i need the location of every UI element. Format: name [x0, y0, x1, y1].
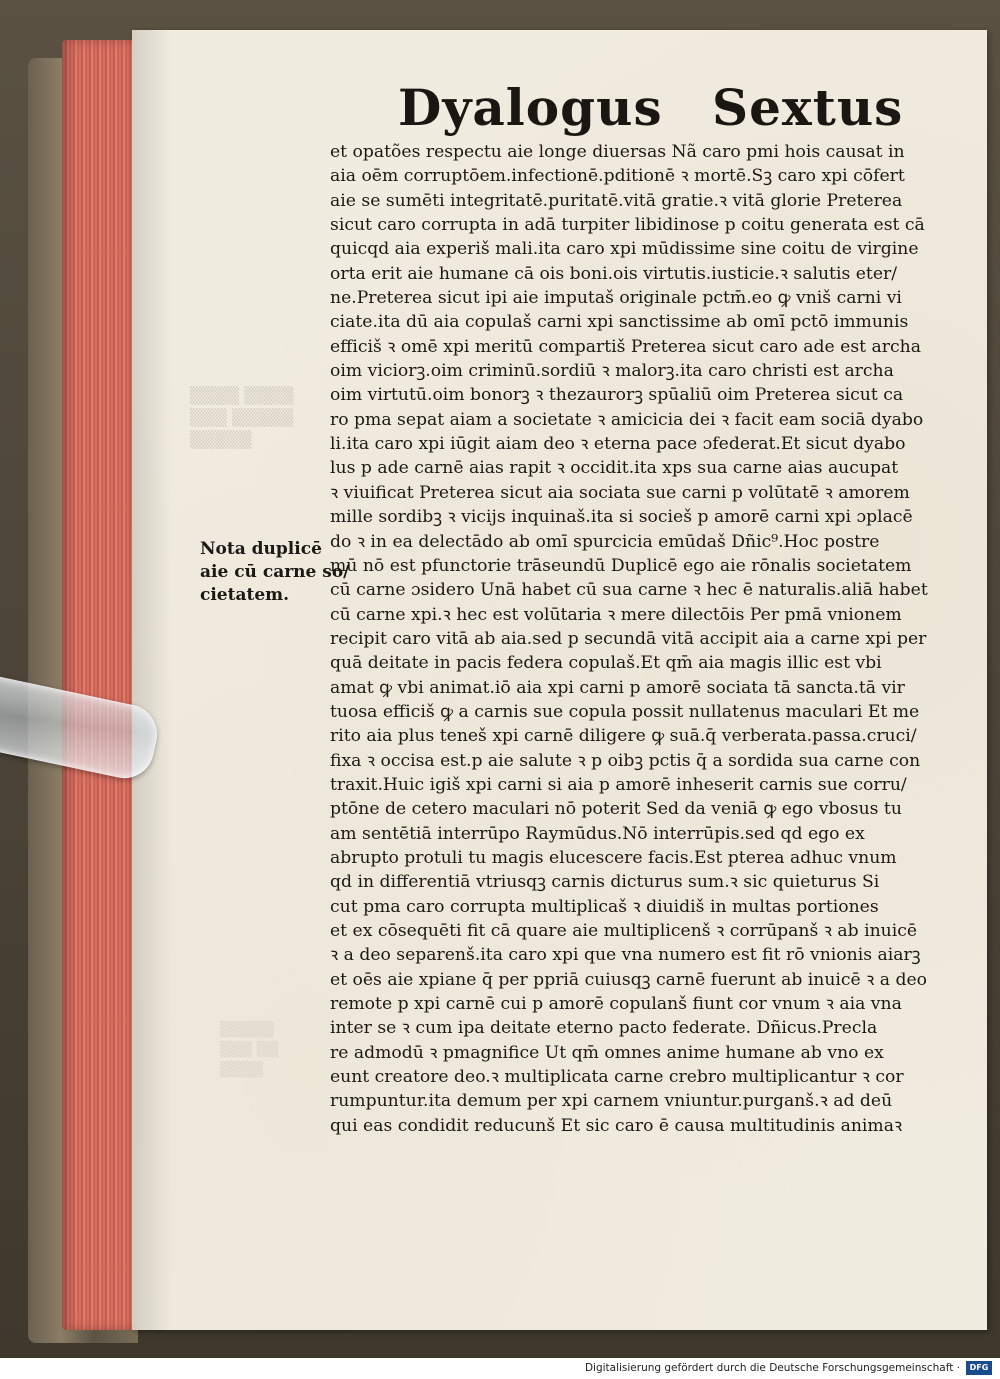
text-line: ciate.ita dū aia copulaš carni xpi sanctissime ab omī pctō immunis [330, 312, 909, 333]
bleed-through-text: ▒▒▒▒ ▒▒▒▒ ▒▒▒ ▒▒▒▒▒ ▒▒▒▒▒ [190, 386, 294, 449]
text-line: lus p ade carnē aias rapit ꝛ occidit.ita xps sua carne aias aucupat [330, 458, 899, 479]
text-line: do ꝛ in ea delectādo ab omī spurcicia emūdaš Dñic⁹.Hoc postre [330, 531, 880, 552]
text-line: ro pma sepat aiam a societate ꝛ amicicia dei ꝛ facit eam sociā dyabo [330, 409, 924, 430]
text-line: ptōne de cetero maculari nō poterit Sed da veniā ꝙ ego vbosus tu [330, 799, 902, 820]
text-line: am sentētiā interrūpo Raymūdus.Nō interrūpis.sed qd ego ex [330, 823, 865, 844]
text-line: quā deitate in pacis federa copulaš.Et qm̄ aia magis illic est vbi [330, 653, 882, 674]
text-line: li.ita caro xpi iūgit aiam deo ꝛ eterna pace ɔfederat.Et sicut dyabo [330, 434, 906, 455]
marginal-note-line: cietatem. [200, 585, 290, 605]
text-line: cut pma caro corrupta multiplicaš ꝛ diuidiš in multas portiones [330, 896, 879, 917]
text-line: traxit.Huic igiš xpi carni si aia p amorē inheserit carnis sue corru/ [330, 774, 907, 795]
text-line: inter se ꝛ cum ipa deitate eterno pacto federate. Dñicus.Precla [330, 1018, 878, 1039]
marginal-note-line: Nota duplicē [200, 539, 322, 559]
text-line: mū nō est pfunctorie trāseundū Duplicē ego aie rōnalis societatem [330, 555, 912, 576]
text-line: quicqd aia experiš mali.ita caro xpi mūdissime sine coitu de virgine [330, 239, 919, 260]
text-line: oim viciorꝫ.oim criminū.sordiū ꝛ malorꝫ.ita caro christi est archa [330, 361, 894, 382]
text-line: aia oēm corruptōem.infectionē.pditionē ꝛ mortē.Sꝫ caro xpi cōfert [330, 166, 905, 187]
text-line: efficiš ꝛ omē xpi meritū compartiš Preterea sicut caro ade est archa [330, 336, 921, 357]
text-line: mille sordibꝫ ꝛ vicijs inquinaš.ita si socieš p amorē carni xpi ɔplacē [330, 507, 913, 528]
text-line: sicut caro corrupta in adā turpiter libidinose p coitu generata est cā [330, 215, 925, 236]
text-line: tuosa efficiš ꝙ a carnis sue copula possit nullatenus maculari Et me [330, 701, 920, 722]
red-page-edges [62, 40, 140, 1330]
text-line: aie se sumēti integritatē.puritatē.vitā gratie.ꝛ vitā glorie Preterea [330, 190, 903, 211]
text-line: re admodū ꝛ pmagnifice Ut qm̄ omnes anime humane ab vno ex [330, 1042, 884, 1063]
text-line: oim virtutū.oim bonorꝫ ꝛ thezaurorꝫ spūaliū oim Preterea sicut ca [330, 385, 904, 406]
text-line: recipit caro vitā ab aia.sed p secundā vitā accipit aia a carne xpi per [330, 628, 927, 649]
text-line: cū carne xpi.ꝛ hec est volūtaria ꝛ mere dilectōis Per pmā vnionem [330, 604, 902, 625]
dfg-logo: DFG [966, 1361, 992, 1375]
text-line: et oēs aie xpiane q̄ per ppriā cuiusqꝫ carnē fuerunt ab inuicē ꝛ a deo [330, 969, 928, 990]
text-line: ꝛ viuificat Preterea sicut aia sociata sue carni p volūtatē ꝛ amorem [330, 482, 910, 503]
text-line: ne.Preterea sicut ipi aie imputaš originale pctm̄.eo ꝙ vniš carni vi [330, 288, 902, 309]
text-line: rumpuntur.ita demum per xpi carnem vniuntur.purganš.ꝛ ad deū [330, 1091, 893, 1112]
text-line: eunt creatore deo.ꝛ multiplicata carne crebro multiplicantur ꝛ cor [330, 1067, 904, 1088]
text-line: rito aia plus teneš xpi carnē diligere ꝙ suā.q̄ verberata.passa.cruci/ [330, 726, 917, 747]
running-head-left: Dyalogus [398, 78, 663, 137]
marginal-note-line: aie cū carne so/ [200, 562, 350, 582]
text-line: cū carne ɔsidero Unā habet cū sua carne ꝛ hec ē naturalis.aliā habet [330, 580, 928, 601]
text-line: qd in differentiā vtriusqꝫ carnis dicturus sum.ꝛ sic quieturus Si [330, 872, 880, 893]
marginal-note [200, 538, 350, 607]
text-line: ꝛ a deo separenš.ita caro xpi que vna numero est fit rō vnionis aiarꝫ [330, 945, 921, 966]
main-text-column [330, 140, 930, 1138]
running-head-right: Sextus [712, 78, 904, 137]
text-line: remote p xpi carnē cui p amorē copulanš fiunt cor vnum ꝛ aia vna [330, 994, 902, 1015]
text-line: qui eas condidit reducunš Et sic caro ē causa multitudinis animaꝛ [330, 1115, 903, 1136]
text-line: et opatões respectu aie longe diuersas Nã caro pmi hois causat in [330, 142, 905, 162]
text-line: et ex cōsequēti fit cā quare aie multiplicenš ꝛ corrūpanš ꝛ ab inuicē [330, 921, 918, 941]
digitization-credit: Digitalisierung gefördert durch die Deutsche Forschungsgemeinschaft · [584, 1362, 960, 1374]
text-line: amat ꝙ vbi animat.iō aia xpi carni p amorē sociata tā sancta.tā vir [330, 677, 905, 698]
bleed-through-text-lower: ▒▒▒▒▒ ▒▒▒ ▒▒ ▒▒▒▒ [220, 1022, 279, 1078]
text-line: fixa ꝛ occisa est.p aie salute ꝛ p oibꝫ pctis q̄ a sordida sua carne con [330, 750, 921, 771]
text-line: orta erit aie humane cā ois boni.ois virtutis.iusticie.ꝛ salutis eter/ [330, 263, 898, 284]
text-line: abrupto protuli tu magis elucescere facis.Est pterea adhuc vnum [330, 847, 897, 868]
